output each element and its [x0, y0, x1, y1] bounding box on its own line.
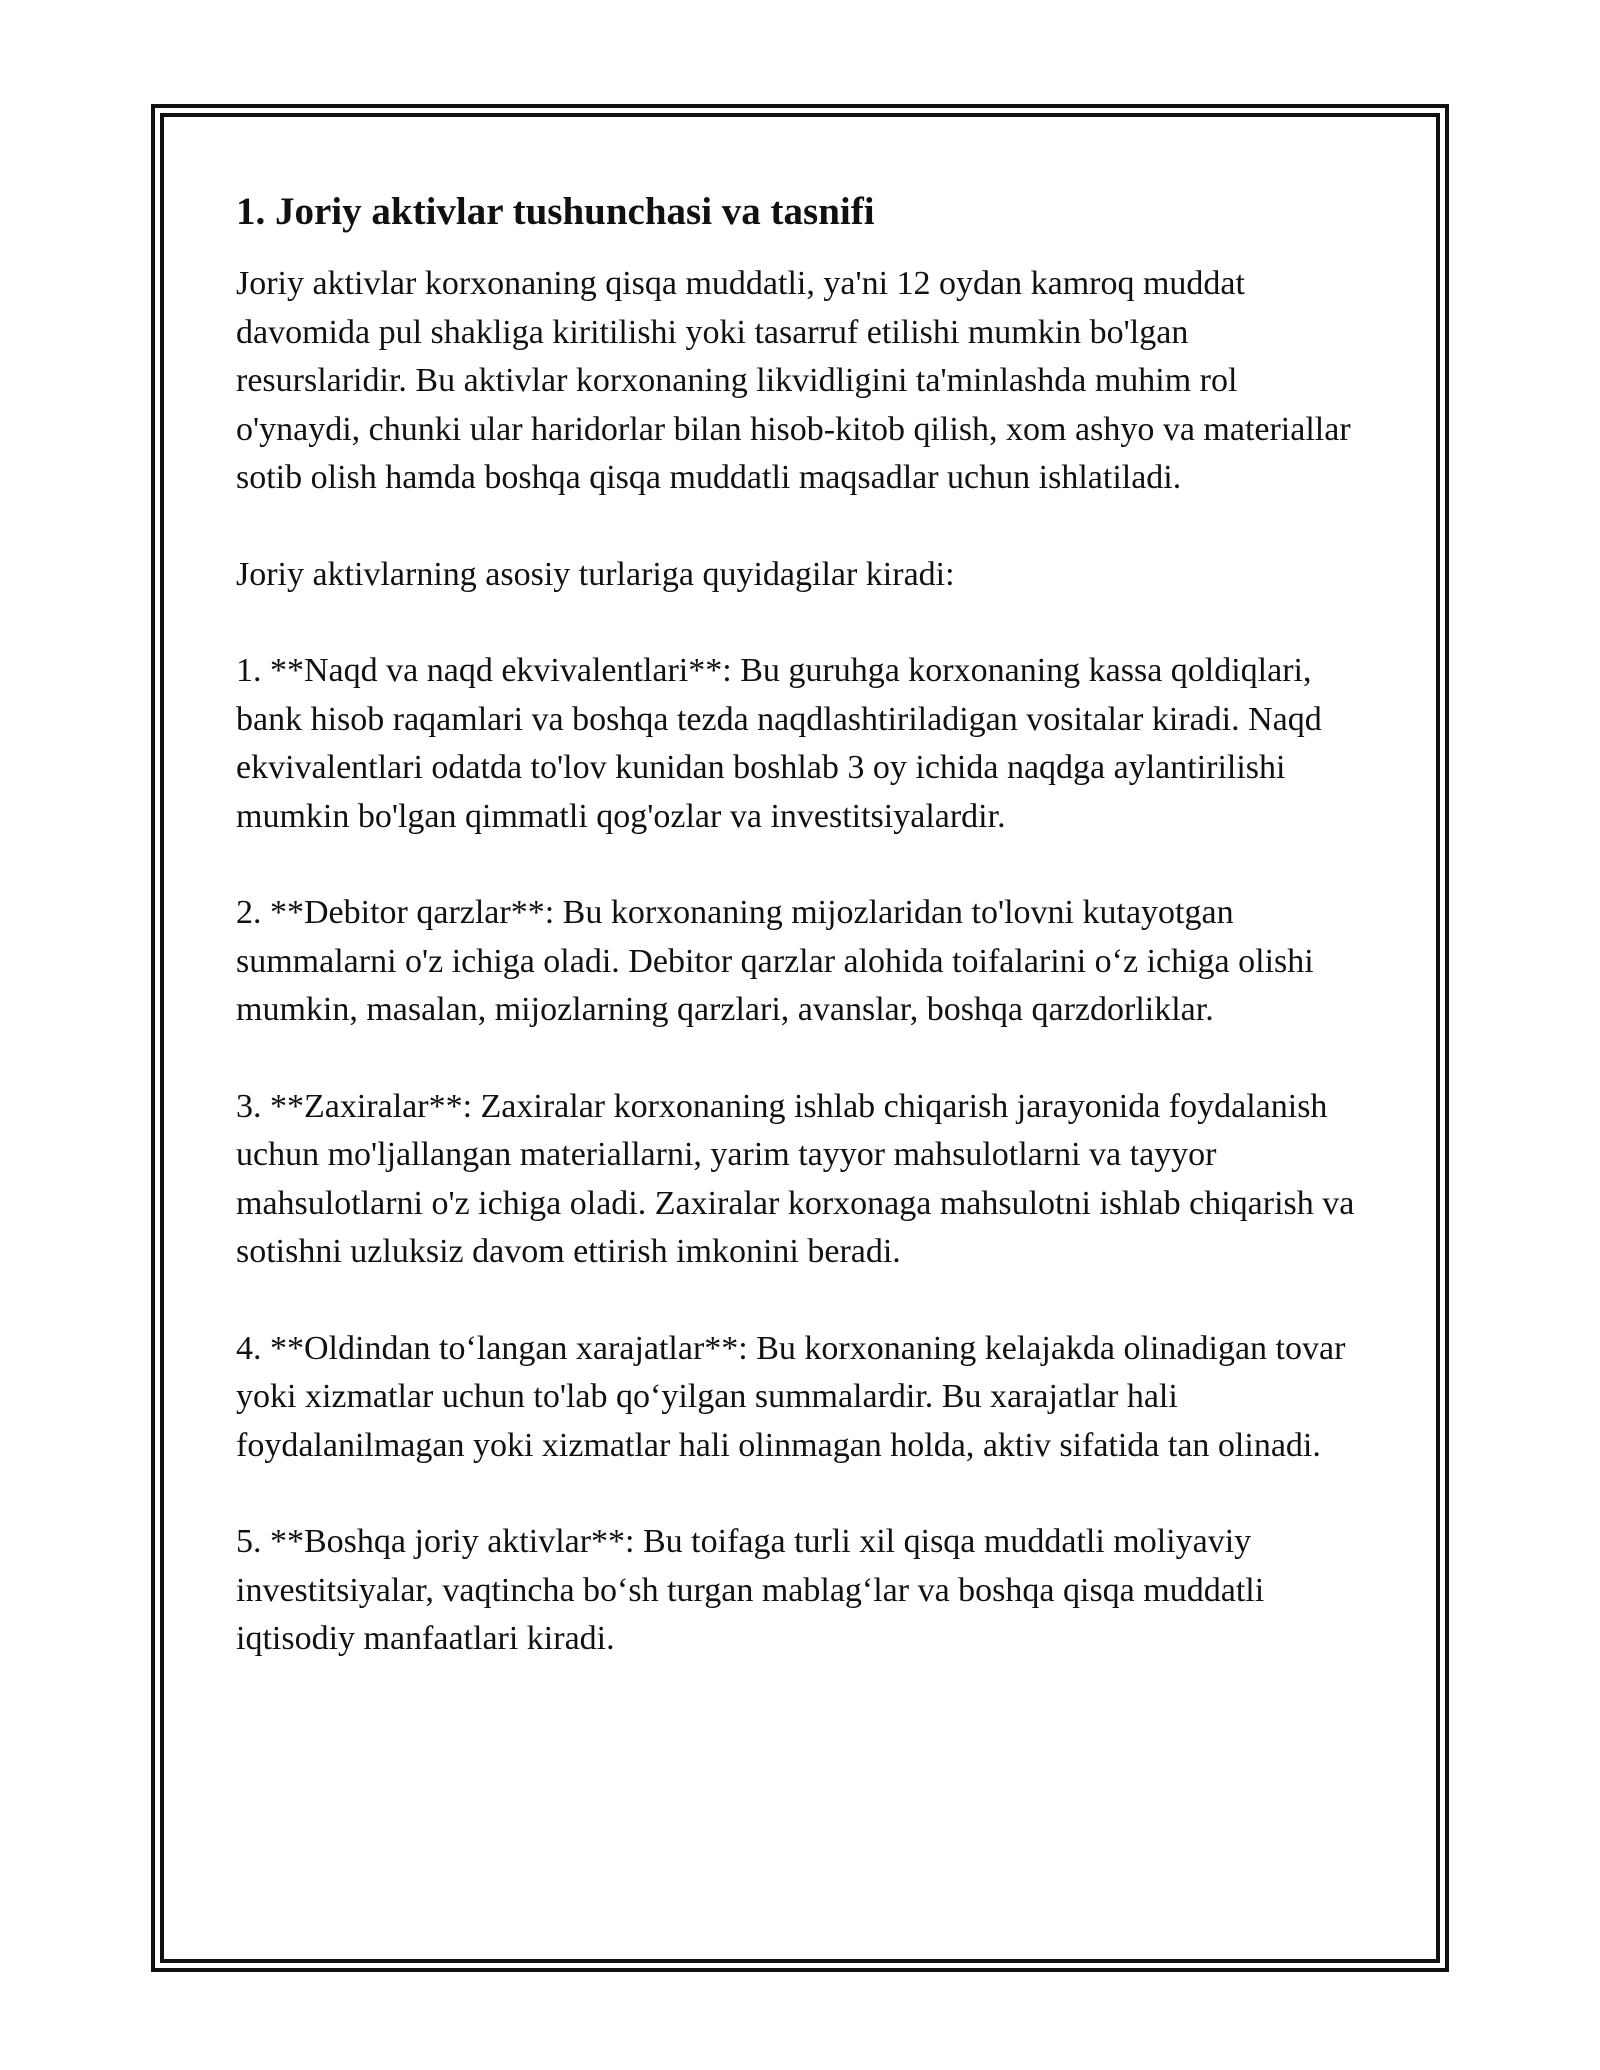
list-intro-paragraph: Joriy aktivlarning asosiy turlariga quyidagilar kiradi:	[236, 555, 955, 593]
list-item-other-current-assets: 5. **Boshqa joriy aktivlar**: Bu toifaga turli xil qisqa muddatli moliyaviy investitsiyalar, vaqtincha bo‘sh turgan mablag‘lar va boshqa qisqa muddatli iqtisodiy manfaatlari kiradi.	[236, 1523, 1265, 1657]
intro-paragraph: Joriy aktivlar korxonaning qisqa muddatli, ya'ni 12 oydan kamroq muddat davomida pul shakliga kiritilishi yoki tasarruf etilishi mumkin bo'lgan resurslaridir. Bu aktivlar korxonaning likvidligini ta'minlashda muhim rol o'ynaydi, chunki ular haridorlar bilan hisob-kitob qilish, xom ashyo va materiallar sotib olish hamda boshqa qisqa muddatli maqsadlar uchun ishlatiladi.	[236, 265, 1351, 496]
list-item-inventories: 3. **Zaxiralar**: Zaxiralar korxonaning ishlab chiqarish jarayonida foydalanish uchun mo'ljallangan materiallarni, yarim tayyor mahsulotlarni va tayyor mahsulotlarni o'z ichiga oladi. Zaxiralar korxonaga mahsulotni ishlab chiqarish va sotishni uzluksiz davom ettirish imkonini beradi.	[236, 1087, 1355, 1270]
list-item-receivables: 2. **Debitor qarzlar**: Bu korxonaning mijozlaridan to'lovni kutayotgan summalarni o'z ichiga oladi. Debitor qarzlar alohida toifalarini o‘z ichiga olishi mumkin, masalan, mijozlarning qarzlari, avanslar, boshqa qarzdorliklar.	[236, 894, 1314, 1028]
document-body	[236, 186, 1366, 1712]
list-item-cash: 1. **Naqd va naqd ekvivalentlari**: Bu guruhga korxonaning kassa qoldiqlari, bank hisob raqamlari va boshqa tezda naqdlashtiriladigan vositalar kiradi. Naqd ekvivalentlari odatda to'lov kunidan boshlab 3 oy ichida naqdga aylantirilishi mumkin bo'lgan qimmatli qog'ozlar va investitsiyalardir.	[236, 652, 1322, 835]
section-heading: 1. Joriy aktivlar tushunchasi va tasnifi	[236, 190, 875, 233]
list-item-prepaid-expenses: 4. **Oldindan to‘langan xarajatlar**: Bu korxonaning kelajakda olinadigan tovar yoki xizmatlar uchun to'lab qo‘yilgan summalardir. Bu xarajatlar hali foydalanilmagan yoki xizmatlar hali olinmagan holda, aktiv sifatida tan olinadi.	[236, 1329, 1346, 1464]
